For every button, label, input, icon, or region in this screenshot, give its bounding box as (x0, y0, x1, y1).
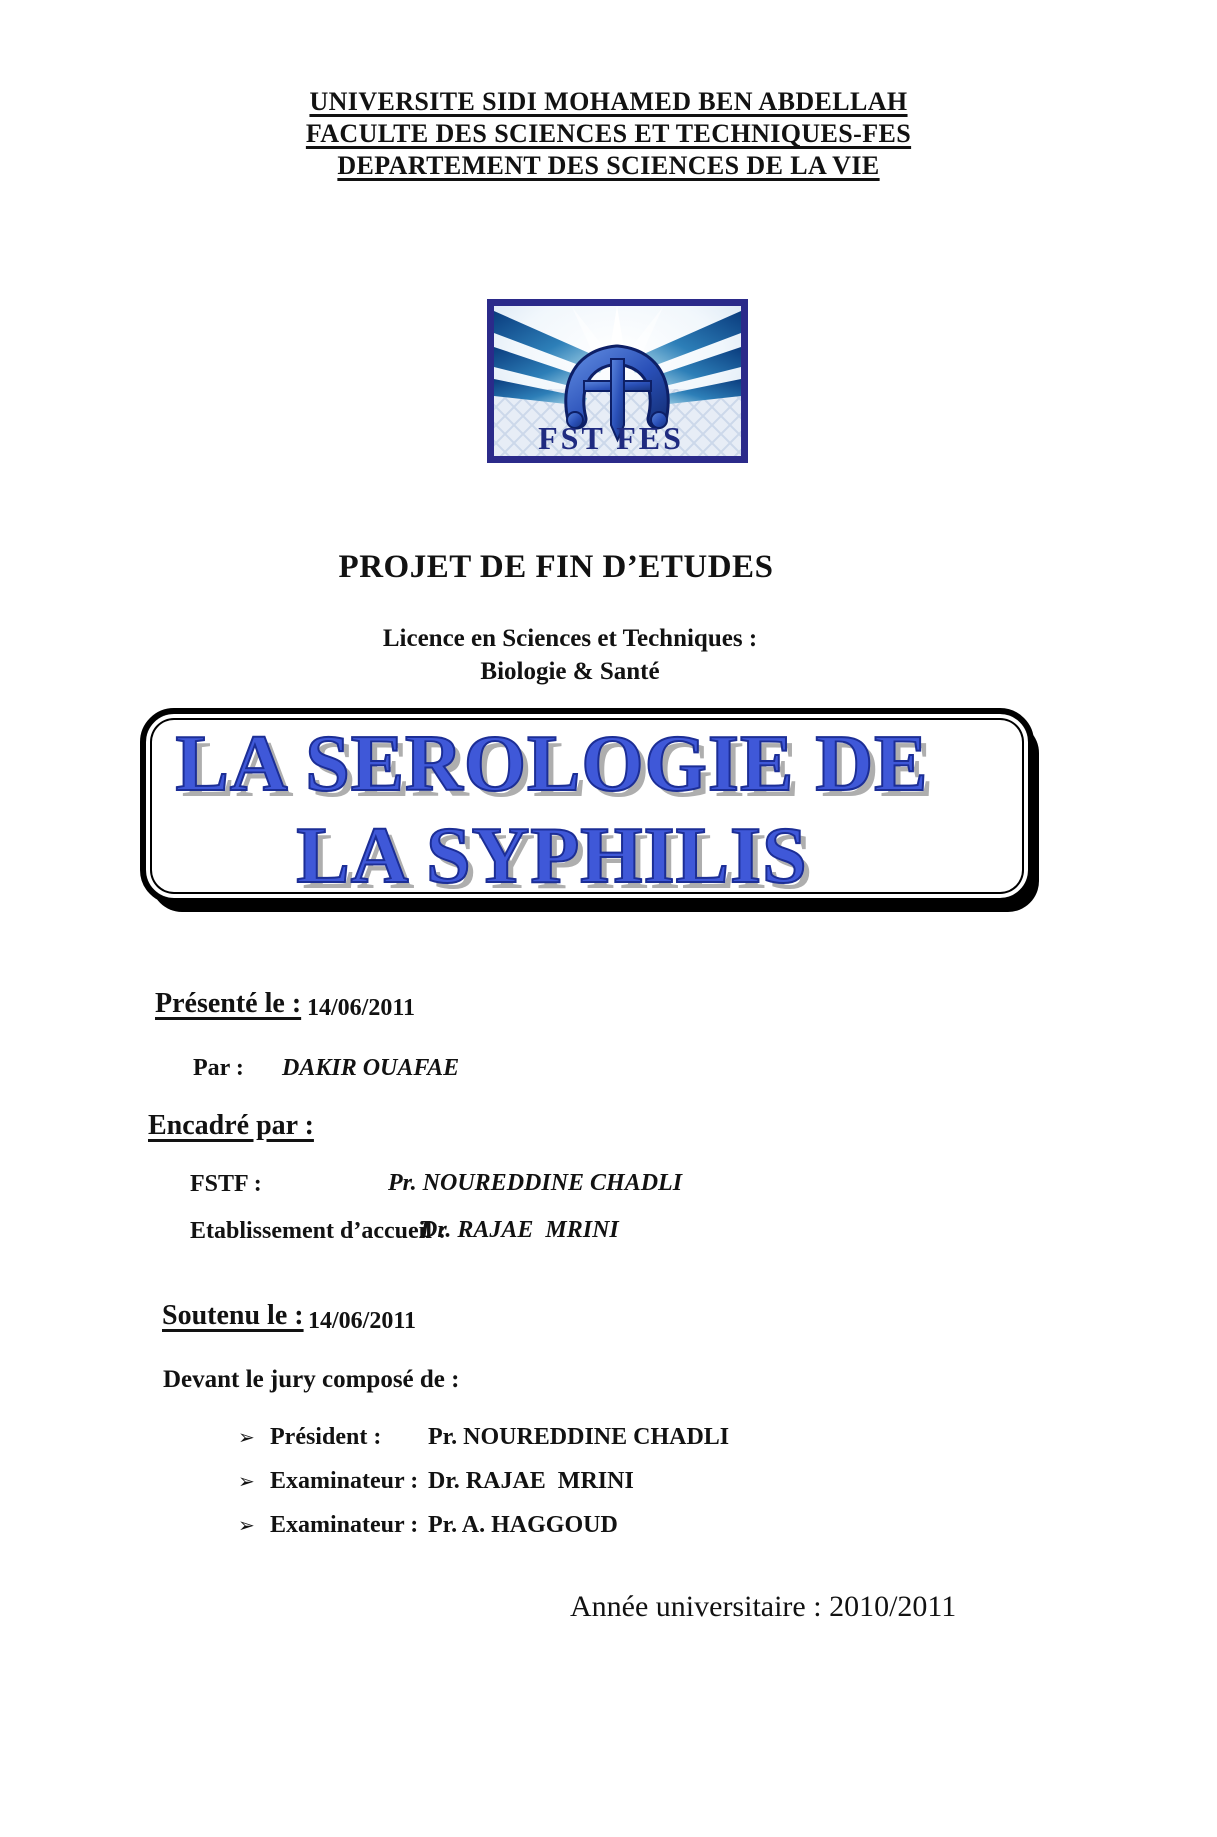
arrow-bullet-icon: ➢ (238, 1425, 255, 1449)
jury-member-row (238, 1424, 729, 1451)
jury-member-row (238, 1468, 634, 1495)
defended-label: Soutenu le : (162, 1300, 304, 1331)
host-supervisor-name: Dr. RAJAE MRINI (420, 1217, 619, 1243)
fst-fes-logo-image (487, 299, 748, 463)
fst-fes-logo (487, 299, 748, 463)
main-title-line-1: LA SEROLOGIE DE (175, 720, 929, 808)
main-title-line-2: LA SYPHILIS (296, 812, 808, 900)
main-title-box (140, 708, 1034, 904)
jury-role: Examinateur : (270, 1468, 419, 1494)
academic-year: Année universitaire : 2010/2011 (570, 1590, 957, 1623)
author-name: DAKIR OUAFAE (282, 1055, 460, 1081)
host-institution-label: Etablissement d’accueil : (190, 1218, 446, 1244)
supervised-by-label: Encadré par : (148, 1110, 314, 1141)
degree-heading (0, 622, 1140, 688)
defended-date: 14/06/2011 (308, 1308, 417, 1334)
supervisor-name: Pr. NOUREDDINE CHADLI (388, 1170, 683, 1196)
presented-date: 14/06/2011 (307, 995, 416, 1021)
degree-line-1: Licence en Sciences et Techniques : (382, 625, 758, 652)
faculty-name-line: FACULTE DES SCIENCES ET TECHNIQUES-FES (305, 119, 912, 148)
jury-name: Dr. RAJAE MRINI (428, 1468, 634, 1494)
project-heading: PROJET DE FIN D’ETUDES (338, 549, 774, 585)
department-name-line: DEPARTEMENT DES SCIENCES DE LA VIE (337, 151, 880, 180)
arrow-bullet-icon: ➢ (238, 1513, 255, 1537)
author-label: Par : (193, 1055, 244, 1081)
jury-heading: Devant le jury composé de : (163, 1366, 460, 1393)
jury-name: Pr. A. HAGGOUD (428, 1512, 618, 1538)
arrow-bullet-icon: ➢ (238, 1469, 255, 1493)
supervisor-row-label: FSTF : (190, 1171, 262, 1197)
jury-role: Examinateur : (270, 1512, 419, 1538)
jury-role: Président : (270, 1424, 382, 1450)
main-title (146, 718, 1028, 902)
university-header (0, 86, 1217, 182)
degree-line-2: Biologie & Santé (480, 658, 660, 685)
jury-member-row (238, 1512, 618, 1539)
logo-caption: FST FES (538, 420, 684, 456)
jury-name: Pr. NOUREDDINE CHADLI (428, 1424, 730, 1450)
presented-label: Présenté le : (155, 988, 302, 1019)
university-name-line: UNIVERSITE SIDI MOHAMED BEN ABDELLAH (309, 87, 908, 116)
